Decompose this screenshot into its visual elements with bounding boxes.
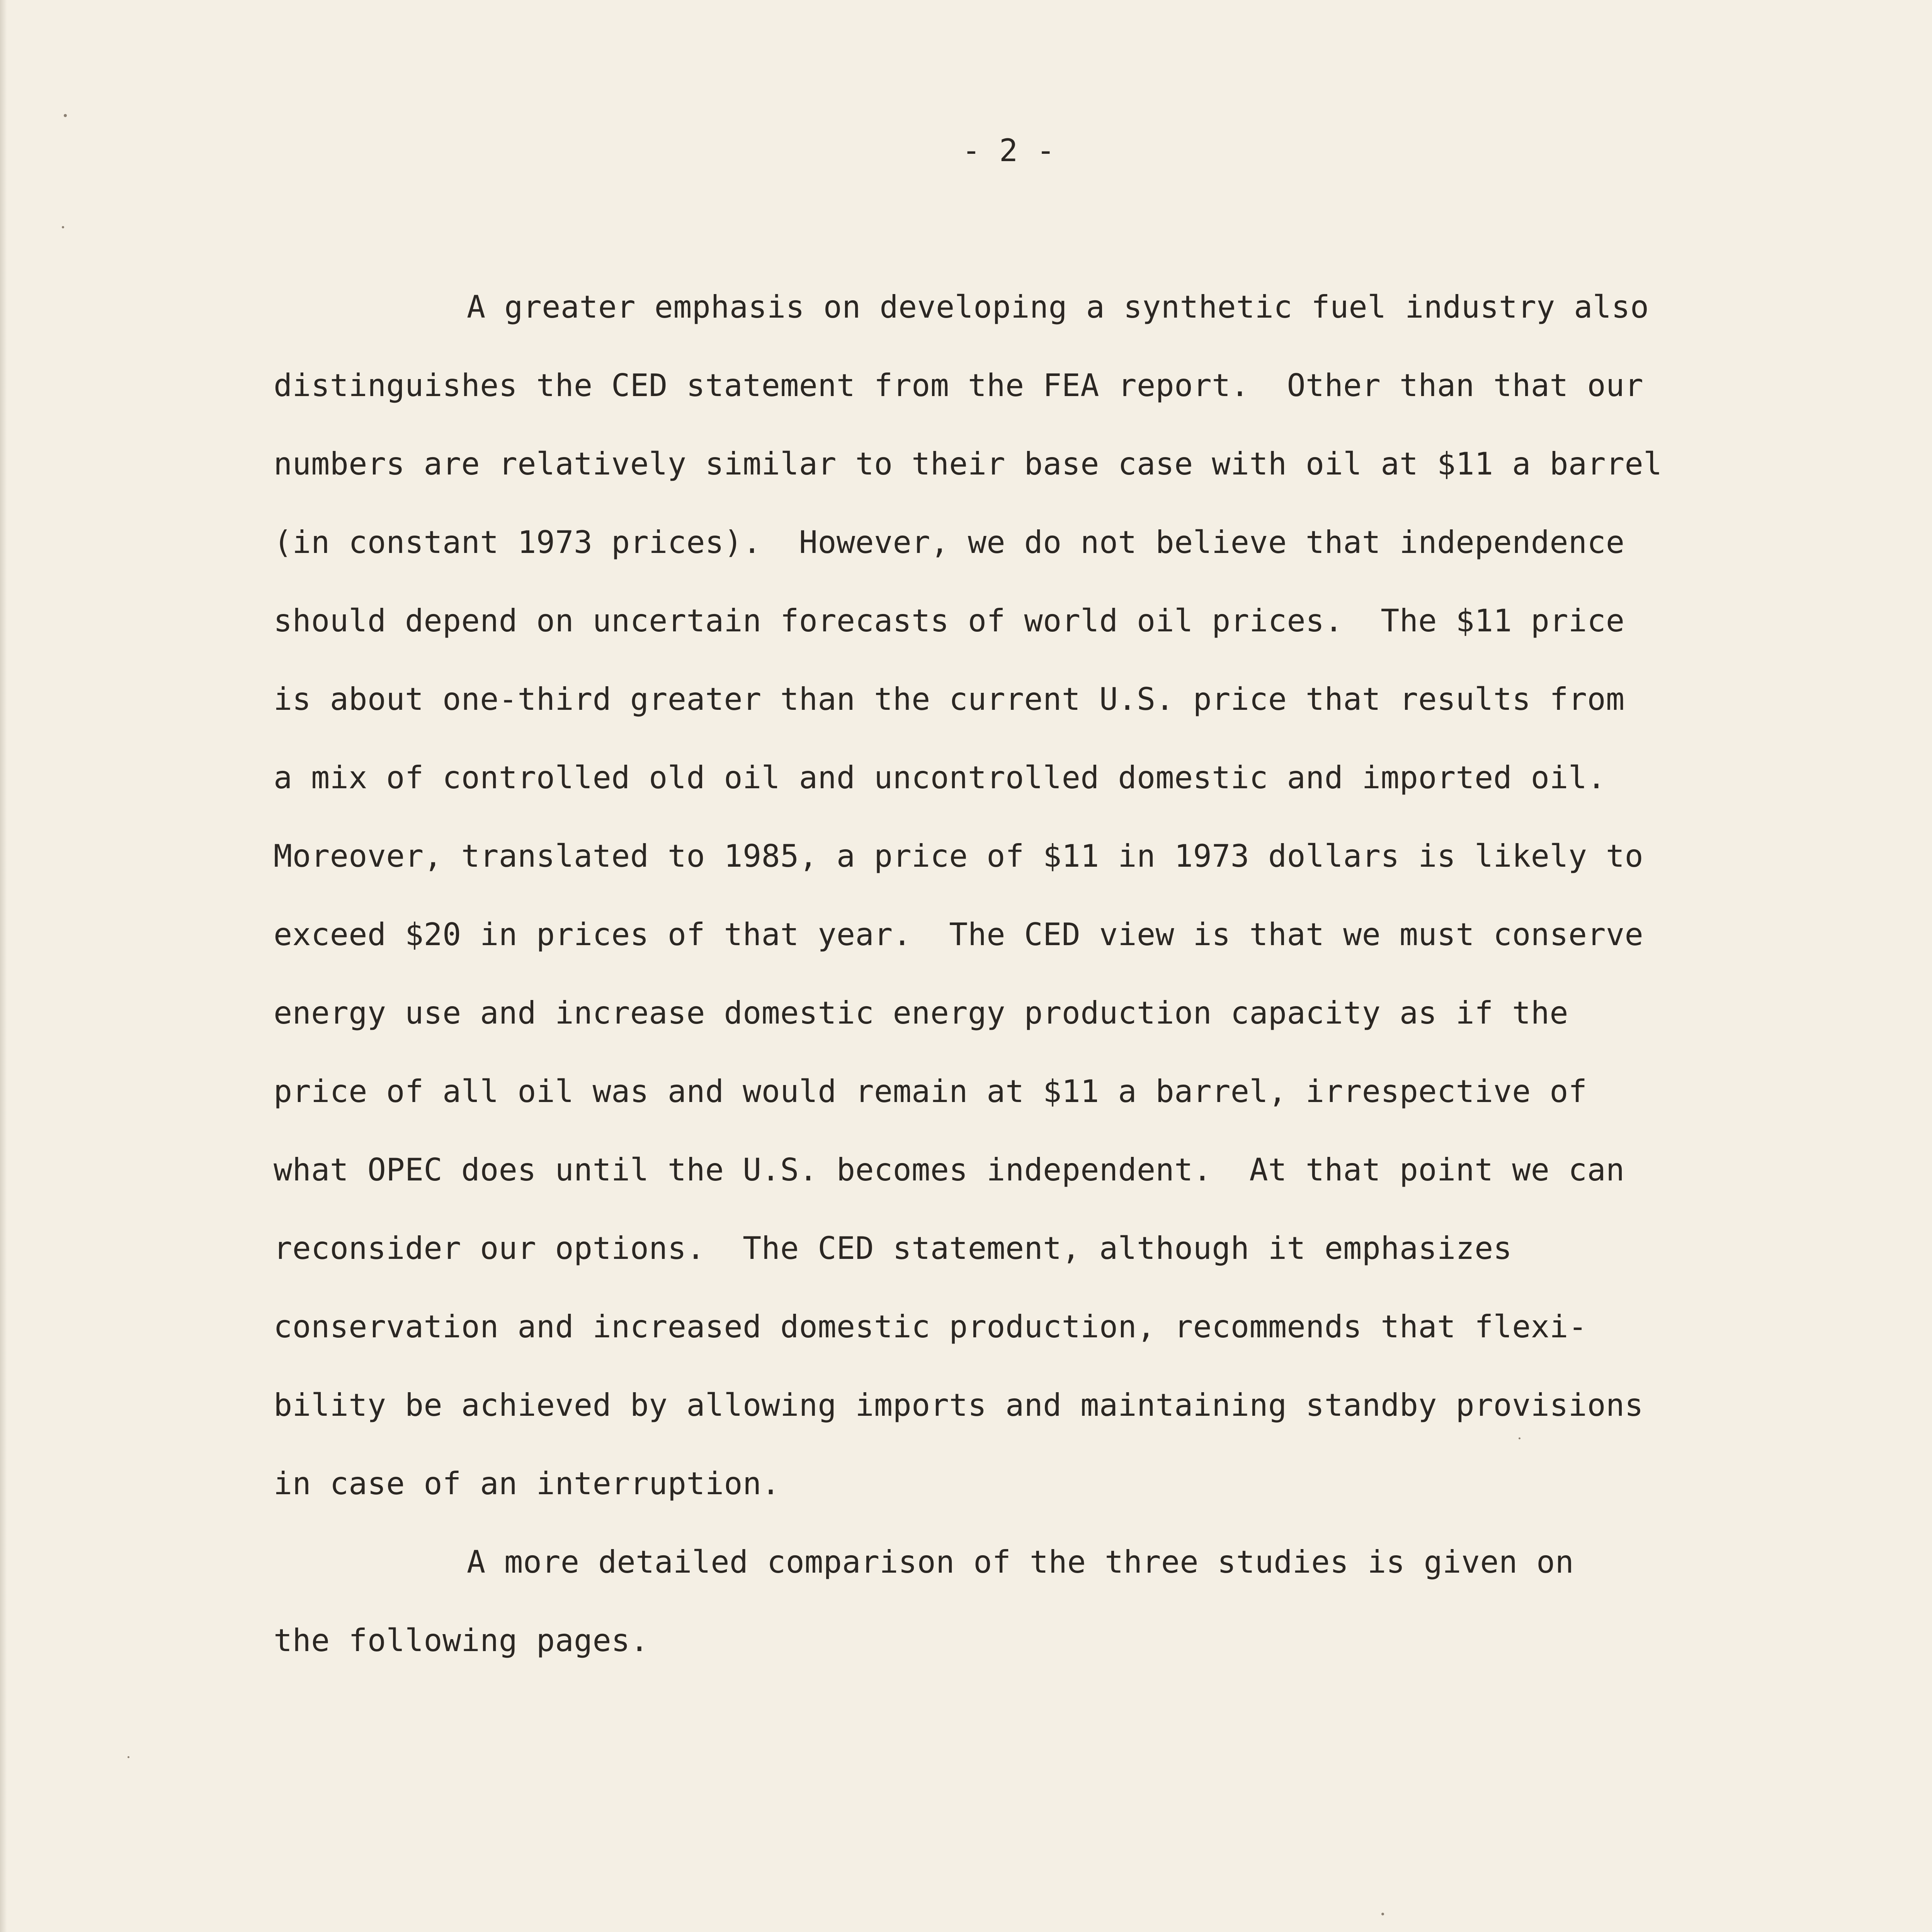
paragraph-line: what OPEC does until the U.S. becomes independent. At that point we can [274,1152,1625,1188]
paragraph-line: bility be achieved by allowing imports and maintaining standby provisions [274,1387,1644,1423]
paragraph-line: reconsider our options. The CED statement, although it emphasizes [274,1230,1512,1266]
paragraph-line: (in constant 1973 prices). However, we do not believe that independence [274,524,1625,560]
paragraph-line: energy use and increase domestic energy production capacity as if the [274,995,1568,1031]
paragraph-line: a mix of controlled old oil and uncontrolled domestic and imported oil. [274,760,1606,796]
paragraph-line: is about one-third greater than the current U.S. price that results from [274,681,1625,717]
paragraph-line: in case of an interruption. [274,1466,781,1502]
paper-speck [64,114,67,117]
paragraph-line: numbers are relatively similar to their base case with oil at $11 a barrel [274,446,1662,482]
paragraph-line: exceed $20 in prices of that year. The CED view is that we must conserve [274,917,1644,952]
paper-speck [128,1756,129,1758]
paper-speck [1519,1437,1520,1439]
paragraph-line: the following pages. [274,1622,649,1658]
paragraph-line: price of all oil was and would remain at $11 a barrel, irrespective of [274,1073,1587,1109]
paragraph-line: Moreover, translated to 1985, a price of $11 in 1973 dollars is likely to [274,838,1644,874]
page-number: - 2 - [962,133,1055,168]
page-edge-shadow [0,0,7,1932]
paper-speck [62,226,64,228]
paragraph-line: A greater emphasis on developing a synthetic fuel industry also [467,289,1649,325]
paragraph-line: A more detailed comparison of the three studies is given on [467,1544,1574,1580]
paragraph-line: should depend on uncertain forecasts of world oil prices. The $11 price [274,603,1625,639]
paragraph-line: conservation and increased domestic production, recommends that flexi- [274,1309,1587,1345]
paper-speck [1381,1913,1384,1915]
paragraph-line: distinguishes the CED statement from the FEA report. Other than that our [274,367,1644,403]
